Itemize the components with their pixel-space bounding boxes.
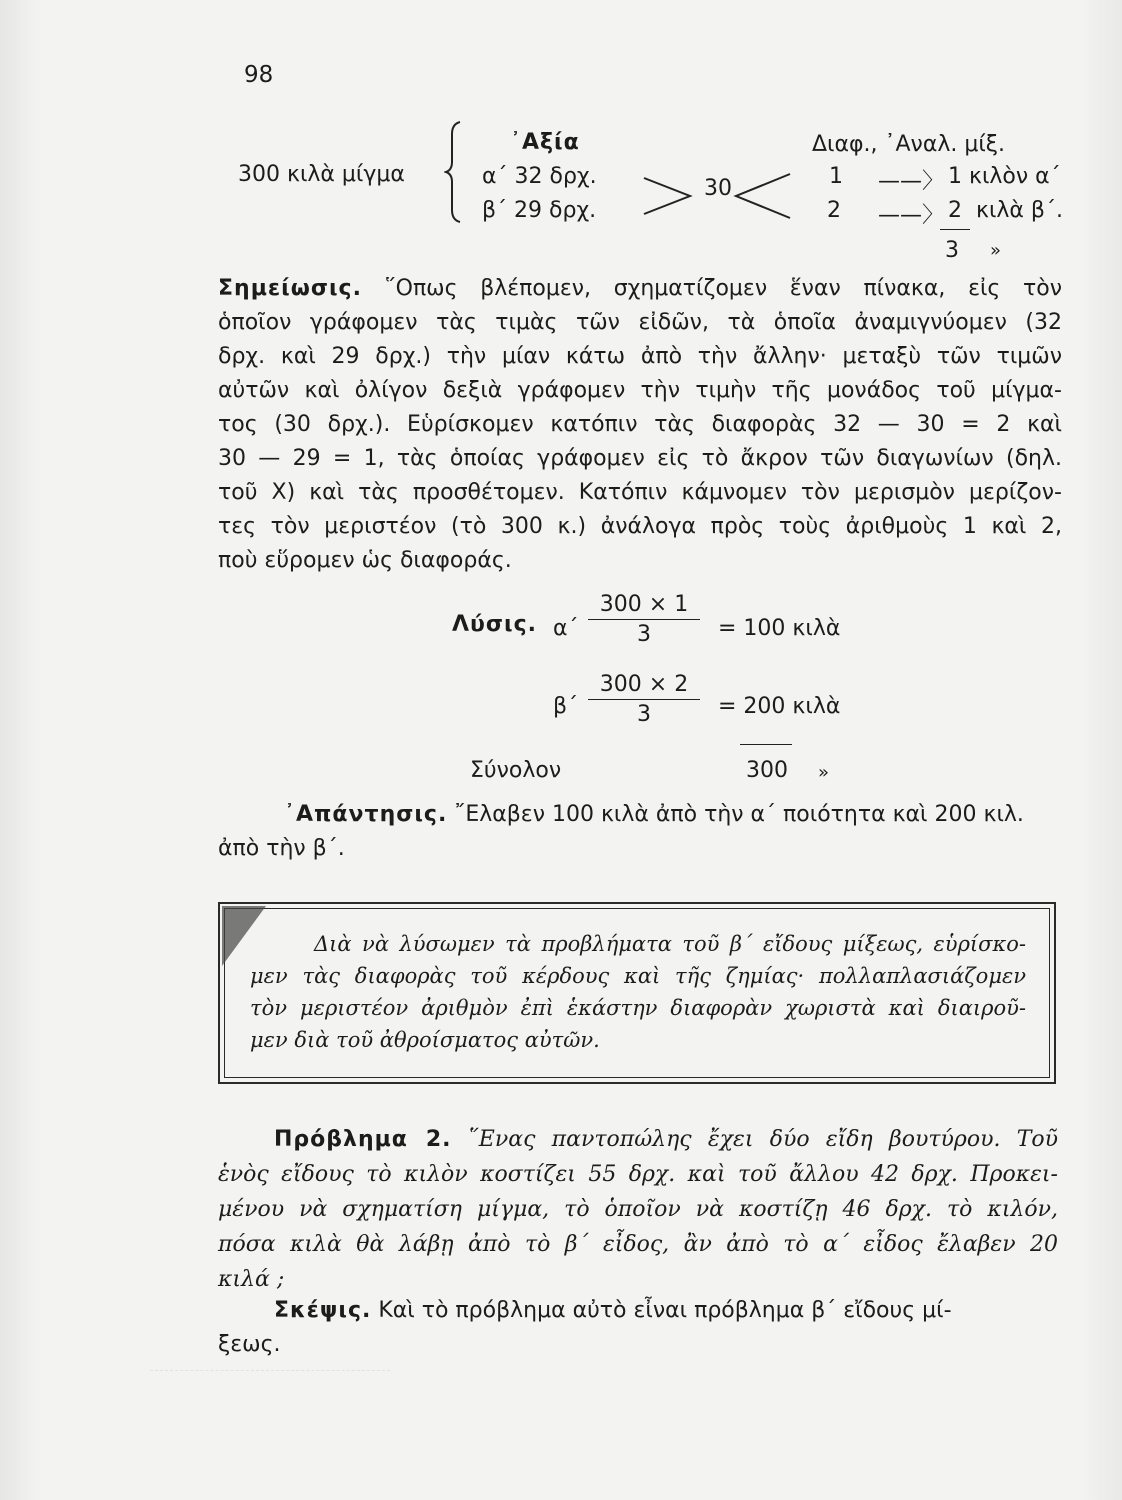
answer-text: ῎Ελαβεν 100 κιλὰ ἀπὸ τὴν α΄ ποιότητα καὶ 200 κιλ. bbox=[454, 802, 1024, 827]
scheme-diff-a: 1 bbox=[829, 164, 843, 189]
note-line: τος (30 δρχ.). Εὑρίσκομεν κατόπιν τὰς διαφορὰς 32 — 30 = 2 καὶ bbox=[218, 412, 1062, 437]
solution-b-result: = 200 κιλὰ bbox=[718, 694, 841, 719]
note-line: δρχ. καὶ 29 δρχ.) τὴν μίαν κάτω ἀπὸ τὴν ἄλλην· μεταξὺ τῶν τιμῶν bbox=[218, 344, 1062, 369]
scheme-result-a: 1 κιλὸν α΄ bbox=[948, 164, 1061, 189]
fraction-bar bbox=[588, 619, 700, 620]
problem-line: πόσα κιλὰ θὰ λάβῃ ἀπὸ τὸ β΄ εἶδος, ἂν ἀπὸ τὸ α΄ εἶδος ἔλαβεν 20 bbox=[218, 1232, 1058, 1257]
thought-line-1 bbox=[274, 1298, 1058, 1323]
note-line: 30 — 29 = 1, τὰς ὁποίας γράφομεν εἰς τὸ ἄκρον τῶν διαγωνίων (δηλ. bbox=[218, 446, 1062, 471]
scheme-diff-header: Διαφ., ᾿Αναλ. μίξ. bbox=[812, 132, 1006, 157]
rule-box-text bbox=[250, 928, 1026, 1056]
page-number: 98 bbox=[244, 62, 274, 88]
scheme-mean-price: 30 bbox=[704, 176, 732, 201]
note-line: αὐτῶν καὶ ὀλίγον δεξιὰ γράφομεν τὴν τιμὴν τῆς μονάδος τοῦ μίγμα- bbox=[218, 378, 1062, 403]
note-line: τοῦ Χ) καὶ τὰς προσθέτομεν. Κατόπιν κάμνομεν τὸν μερισμὸν μερίζον- bbox=[218, 480, 1062, 505]
answer-label: ᾿Απάντησις. bbox=[284, 802, 448, 827]
scheme-total-ditto: » bbox=[990, 240, 1002, 261]
solution-label: Λύσις. bbox=[452, 612, 537, 637]
problem-line: κιλά ; bbox=[218, 1267, 285, 1292]
fraction-a bbox=[588, 592, 700, 647]
thought-text: Καὶ τὸ πρόβλημα αὐτὸ εἶναι πρόβλημα β΄ εἴδους μί- bbox=[378, 1298, 952, 1323]
pencil-marks-decoration bbox=[150, 1370, 390, 1441]
fraction-a-numerator: 300 × 1 bbox=[599, 592, 689, 617]
solution-b-label: β΄ bbox=[553, 694, 579, 719]
solution-a-label: α΄ bbox=[553, 616, 579, 641]
problem-label: Πρόβλημα 2. bbox=[274, 1127, 452, 1152]
scheme-left-label: 300 κιλὰ μίγμα bbox=[238, 162, 405, 187]
rule-line: τὸν μεριστέον ἀριθμὸν ἐπὶ ἑκάστην διαφορὰν χωριστὰ καὶ διαιροῦ- bbox=[250, 996, 1026, 1020]
note-line: ποὺ εὕρομεν ὡς διαφοράς. bbox=[218, 548, 512, 573]
solution-a-result: = 100 κιλὰ bbox=[718, 616, 841, 641]
problem-2 bbox=[218, 1122, 1058, 1297]
thought-label: Σκέψις. bbox=[274, 1298, 372, 1323]
problem-line: Πρόβλημα 2. ῞Ενας παντοπώλης ἔχει δύο εἴδη βουτύρου. Τοῦ bbox=[274, 1127, 1059, 1152]
note-line: ὁποῖον γράφομεν τὰς τιμὰς τῶν εἰδῶν, τὰ ὁποῖα ἀναμιγνύομεν (32 bbox=[218, 310, 1062, 335]
sum-rule bbox=[740, 744, 792, 745]
scheme-sum-line bbox=[940, 229, 970, 230]
sum-ditto: » bbox=[818, 762, 830, 783]
sum-label: Σύνολον bbox=[470, 758, 562, 783]
note-label: Σημείωσις. bbox=[218, 276, 362, 301]
fraction-b-denominator: 3 bbox=[637, 702, 651, 727]
scheme-result-b-text: κιλὰ β΄. bbox=[976, 198, 1063, 223]
scheme-left-brace bbox=[444, 120, 466, 224]
arrow-right-icon: ——〉 bbox=[878, 203, 945, 228]
scheme-value-header: ᾿Αξία bbox=[510, 130, 580, 155]
fraction-bar bbox=[588, 699, 700, 700]
arrow-right-icon: ——〉 bbox=[878, 169, 945, 194]
thought-line-2: ξεως. bbox=[218, 1332, 281, 1357]
problem-line: ἑνὸς εἴδους τὸ κιλὸν κοστίζει 55 δρχ. καὶ τοῦ ἄλλου 42 δρχ. Προκει- bbox=[218, 1162, 1058, 1187]
sum-value: 300 bbox=[746, 758, 788, 783]
answer-line-2: ἀπὸ τὴν β΄. bbox=[218, 836, 345, 861]
rule-line: Διὰ νὰ λύσωμεν τὰ προβλήματα τοῦ β΄ εἴδους μίξεως, εὑρίσκο- bbox=[314, 932, 1026, 956]
scheme-result-b-num: 2 bbox=[948, 198, 962, 223]
rule-line: μεν τὰς διαφορὰς τοῦ κέρδους καὶ τῆς ζημίας· πολλαπλασιάζομεν bbox=[250, 964, 1026, 988]
scheme-total: 3 bbox=[945, 238, 959, 263]
scheme-diff-b: 2 bbox=[827, 198, 841, 223]
scheme-row-b: β΄ 29 δρχ. bbox=[482, 198, 597, 223]
rule-line: μεν διὰ τοῦ ἀθροίσματος αὐτῶν. bbox=[250, 1028, 600, 1052]
fraction-b-numerator: 300 × 2 bbox=[599, 672, 689, 697]
note-paragraph bbox=[218, 272, 1062, 578]
fraction-b bbox=[588, 672, 700, 727]
fraction-a-denominator: 3 bbox=[637, 622, 651, 647]
problem-line: μένου νὰ σχηματίση μίγμα, τὸ ὁποῖον νὰ κοστίζῃ 46 δρχ. τὸ κιλόν, bbox=[218, 1197, 1058, 1222]
note-line: Σημείωσις. ῞Οπως βλέπομεν, σχηματίζομεν ἕναν πίνακα, εἰς τὸν bbox=[218, 276, 1062, 301]
note-line: τες τὸν μεριστέον (τὸ 300 κ.) ἀνάλογα πρὸς τοὺς ἀριθμοὺς 1 καὶ 2, bbox=[218, 514, 1062, 539]
answer-line-1 bbox=[284, 802, 1024, 827]
scheme-row-a: α΄ 32 δρχ. bbox=[482, 164, 597, 189]
